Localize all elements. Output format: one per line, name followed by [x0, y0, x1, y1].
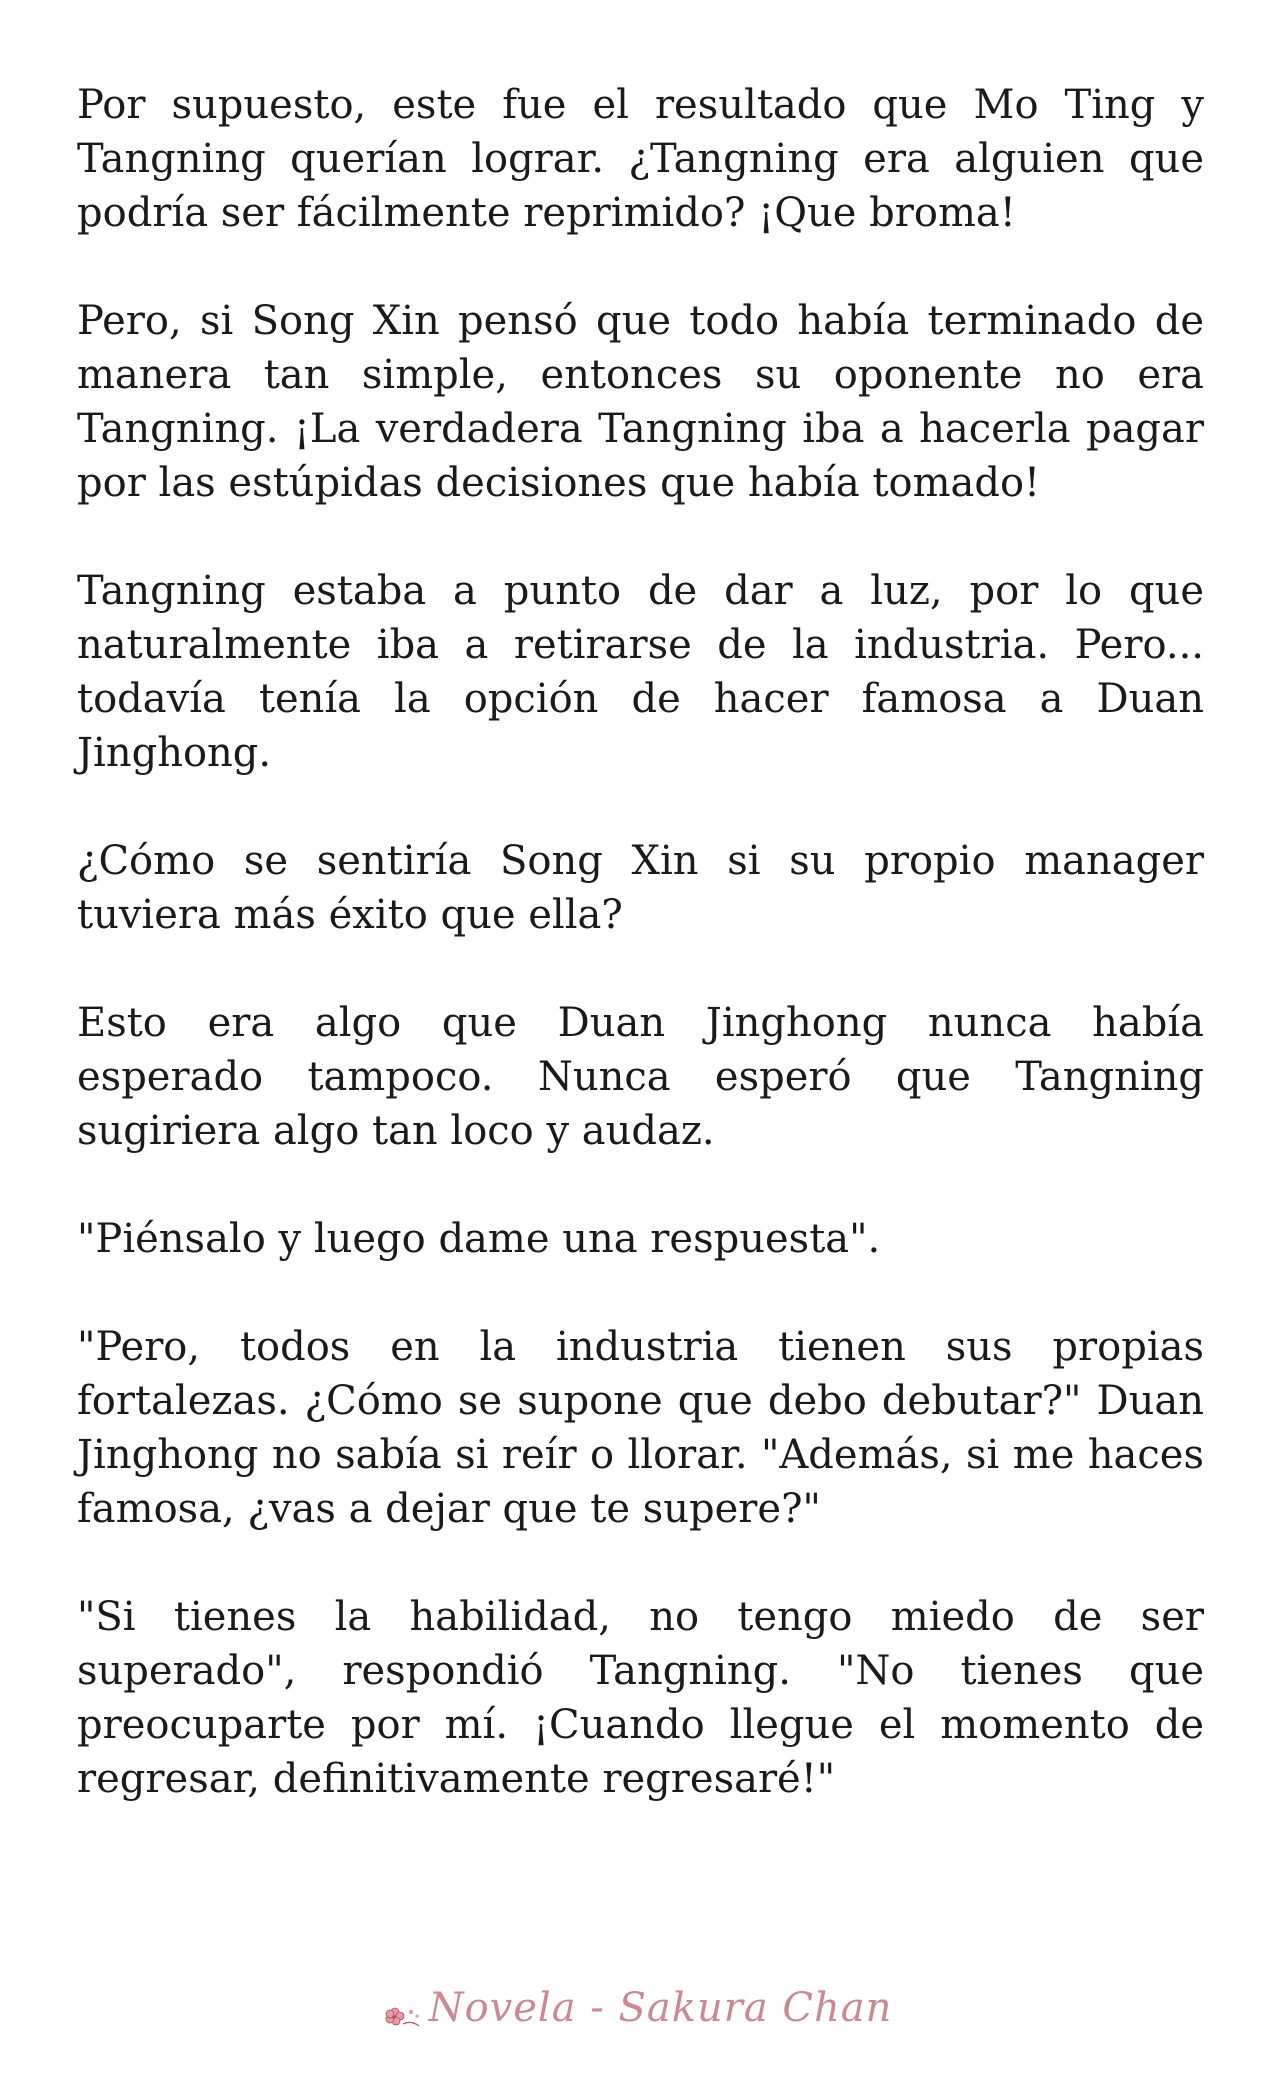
- sakura-flower-icon: [383, 1996, 423, 2026]
- paragraph-5: Esto era algo que Duan Jinghong nunca había esperado tampoco. Nunca esperó que Tangning sugiriera algo tan loco y audaz.: [77, 1000, 1204, 1154]
- chapter-body: [77, 78, 1204, 1860]
- paragraph-3: Tangning estaba a punto de dar a luz, por lo que naturalmente iba a retirarse de la industria. Pero... todavía tenía la opción de hacer famosa a Duan Jinghong.: [77, 568, 1204, 776]
- watermark-text: Novela - Sakura Chan: [428, 1985, 893, 2031]
- paragraph-4: ¿Cómo se sentiría Song Xin si su propio manager tuviera más éxito que ella?: [77, 838, 1204, 938]
- paragraph-8: "Si tienes la habilidad, no tengo miedo de ser superado", respondió Tangning. "No tienes que preocuparte por mí. ¡Cuando llegue el momento de regresar, definitivamente regresaré!": [77, 1594, 1204, 1802]
- paragraph-2: Pero, si Song Xin pensó que todo había terminado de manera tan simple, entonces su oponente no era Tangning. ¡La verdadera Tangning iba a hacerla pagar por las estúpidas decisiones que había tomado!: [77, 298, 1204, 506]
- watermark: [0, 1985, 1275, 2031]
- paragraph-6: "Piénsalo y luego dame una respuesta".: [77, 1216, 881, 1262]
- paragraph-1: Por supuesto, este fue el resultado que Mo Ting y Tangning querían lograr. ¿Tangning era alguien que podría ser fácilmente reprimido? ¡Que broma!: [77, 82, 1204, 236]
- paragraph-7: "Pero, todos en la industria tienen sus propias fortalezas. ¿Cómo se supone que debo debutar?" Duan Jinghong no sabía si reír o llorar. "Además, si me haces famosa, ¿vas a dejar que te supere?": [77, 1324, 1204, 1532]
